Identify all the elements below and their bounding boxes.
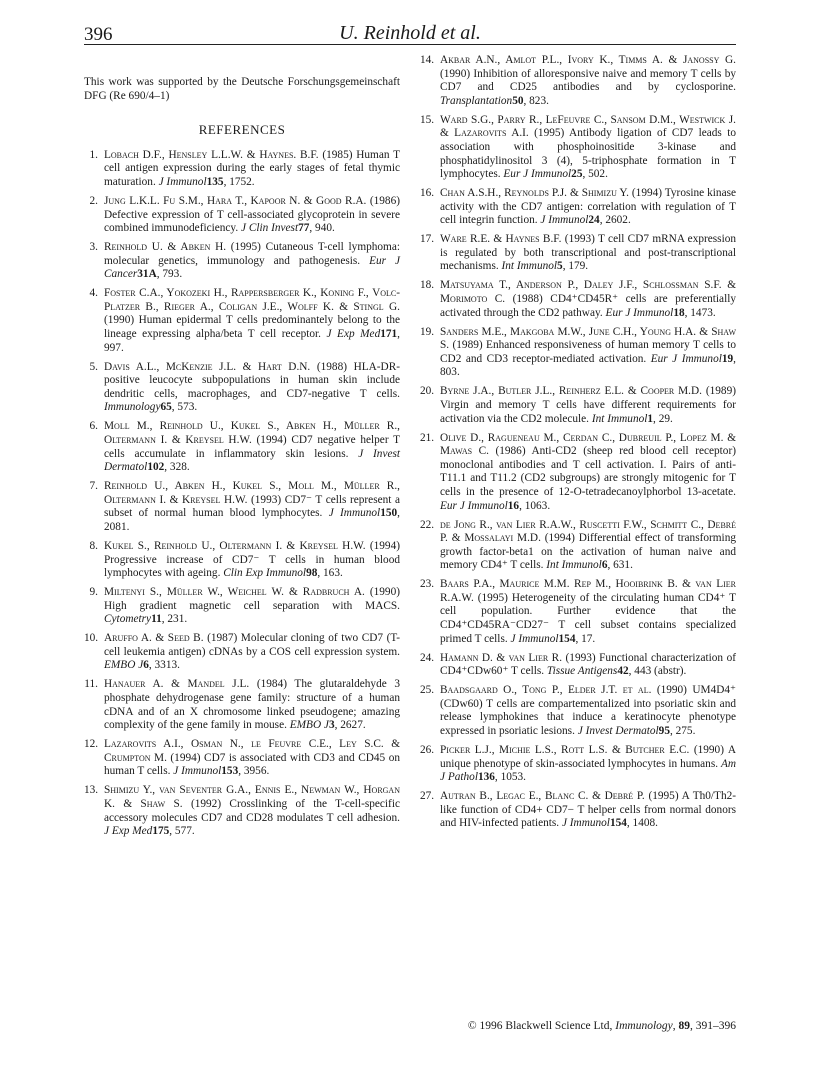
reference-item <box>420 54 736 108</box>
reference-number: 22. <box>420 518 435 531</box>
running-title: U. Reinhold et al. <box>339 22 481 44</box>
reference-number: 14. <box>420 54 435 66</box>
reference-item <box>420 114 736 182</box>
reference-item <box>84 784 400 838</box>
reference-number: 25. <box>420 684 435 697</box>
reference-title: (1993) CD7⁻ T cells represent a subset of normal human blood lymphocytes. <box>104 493 400 520</box>
reference-pages: , 823. <box>523 94 549 107</box>
reference-authors: Kukel S., Reinhold U., Oltermann I. & Kreysel H.W. <box>104 539 366 552</box>
reference-volume: 3 <box>328 719 335 732</box>
reference-pages: , 275. <box>669 725 696 738</box>
reference-volume: 154 <box>609 817 627 830</box>
reference-journal: J Immunol <box>328 507 381 520</box>
reference-title: (1993) T cell CD7 mRNA expression is regulated by both transcriptional and post-transcriptional mechanisms. <box>440 233 736 273</box>
reference-authors: Miltenyi S., Müller W., Weichel W. & Radbruch A. <box>104 586 365 599</box>
reference-authors: Lobach D.F., Hensley L.L.W. & Haynes. B.F. <box>104 148 319 161</box>
reference-volume: 1 <box>647 412 654 425</box>
reference-item <box>84 241 400 282</box>
reference-item <box>84 149 400 190</box>
reference-pages: , 1063. <box>519 499 551 512</box>
reference-pages: , 2627. <box>334 719 366 732</box>
reference-journal: J Invest Dermatol <box>104 447 401 474</box>
reference-volume: 24 <box>588 214 600 227</box>
reference-title: (1995) Heterogeneity of the circulating human CD4⁺ T cell population. Further evidence that the CD4⁺CD45RA⁻CD27⁻ T cell subset contains specialized primed T cells. <box>440 591 736 645</box>
reference-item <box>84 195 400 236</box>
reference-authors: Akbar A.N., Amlot P.L., Ivory K., Timms A. & Janossy G. <box>440 54 736 66</box>
reference-journal: Eur J Immunol <box>650 352 722 365</box>
reference-pages: , 940. <box>309 222 335 235</box>
page-header <box>84 14 736 54</box>
reference-volume: 6 <box>143 659 149 672</box>
reference-title: (1990) Human epidermal T cells predominantely belong to the lineage expressing alpha/beta T cell receptor. <box>104 314 400 341</box>
reference-item <box>420 326 736 380</box>
reference-item <box>420 790 736 831</box>
reference-journal: Am J Pathol <box>440 757 736 784</box>
reference-pages: , 573. <box>171 401 198 414</box>
reference-authors: Reinhold U. & Abken H. <box>104 241 227 254</box>
reference-authors: Davis A.L., McKenzie J.L. & Hart D.N. <box>104 360 311 373</box>
reference-volume: 50 <box>512 94 524 107</box>
reference-volume: 31A <box>137 268 157 281</box>
reference-authors: de Jong R., van Lier R.A.W., Ruscetti F.W., Schmitt C., Debré P. & Mossalayi M.D. <box>440 518 736 545</box>
reference-volume: 102 <box>147 461 165 474</box>
reference-title: (1990) Inhibition of alloresponsive naive and memory T cells by CD7 and CD25 antibodies and by cyclosporine. <box>440 67 736 94</box>
reference-number: 12. <box>84 738 99 751</box>
reference-pages: , 577. <box>169 825 195 838</box>
reference-title: (1994) Tyrosine kinase activity with the CD7 antigen: correlation with regulation of T cell integrin function. <box>440 187 736 227</box>
reference-pages: , 443 (abstr). <box>628 665 687 678</box>
reference-authors: Baadsgaard O., Tong P., Elder J.T. et al. <box>440 684 652 697</box>
reference-item <box>84 287 400 355</box>
reference-number: 1. <box>89 148 98 161</box>
reference-title: (1986) Defective expression of T cell-associated glycoprotein in severe combined immunodeficiency. <box>104 194 400 235</box>
reference-title: (1992) Crosslinking of the T-cell-specific accessory molecules CD7 and CD28 modulates T cell adhesion. <box>104 798 400 824</box>
reference-authors: Lazarovits A.I., Osman N., le Feuvre C.E., Ley S.C. & Crumpton M. <box>104 738 400 764</box>
reference-number: 24. <box>420 651 435 664</box>
reference-title: (1989) Enhanced responsiveness of human memory T cells to CD2 and CD3 receptor-mediated activation. <box>440 339 736 365</box>
reference-title: (1994) Differential effect of transforming growth factor-beta1 on the activation of human naive and memory CD4⁺ T cells. <box>440 532 736 572</box>
reference-item <box>420 684 736 738</box>
reference-volume: 65 <box>160 401 172 414</box>
reference-authors: Hanauer A. & Mandel J.L. <box>104 678 250 691</box>
reference-item <box>84 632 400 673</box>
reference-pages: , 163. <box>317 567 343 580</box>
reference-number: 21. <box>420 431 435 444</box>
footer-pages: , 391–396 <box>690 1020 736 1032</box>
reference-authors: Sanders M.E., Makgoba M.W., June C.H., Young H.A. & Shaw S. <box>440 325 736 352</box>
reference-authors: Shimizu Y., van Seventer G.A., Ennis E., Newman W., Horgan K. & Shaw S. <box>104 784 400 810</box>
reference-volume: 11 <box>151 613 162 626</box>
reference-authors: Foster C.A., Yokozeki H., Rappersberger K., Koning F., Volc-Platzer B., Rieger A., Coligan J.E., Wolff K. & Stingl G. <box>104 287 400 313</box>
reference-item <box>420 385 736 426</box>
reference-volume: 42 <box>617 665 629 678</box>
reference-journal: J Immunol <box>510 632 559 645</box>
reference-authors: Ware R.E. & Haynes B.F. <box>440 233 562 246</box>
reference-pages: , 17. <box>575 632 596 645</box>
reference-item <box>420 652 736 679</box>
reference-volume: 171 <box>380 328 398 341</box>
footer-journal: Immunology <box>615 1020 673 1032</box>
reference-item <box>84 361 400 415</box>
reference-item <box>84 540 400 581</box>
reference-title: (1994) CD7 negative helper T cells accumulate in inflammatory skin lesions. <box>104 434 400 460</box>
reference-authors: Baars P.A., Maurice M.M. Rep M., Hooibrink B. & van Lier R.A.W. <box>440 578 736 604</box>
reference-journal: J Immunol <box>540 214 589 227</box>
reference-item <box>84 480 400 534</box>
reference-journal: Int Immunol <box>546 559 602 572</box>
reference-number: 2. <box>89 194 98 207</box>
reference-number: 11. <box>84 678 98 691</box>
reference-pages: , 1752. <box>223 175 255 188</box>
reference-authors: Jung L.K.L. Fu S.M., Hara T., Kapoor N. & Good R.A. <box>104 194 367 207</box>
reference-item <box>84 738 400 779</box>
page-footer <box>420 1020 736 1032</box>
reference-journal: J Clin Invest <box>241 222 299 235</box>
reference-item <box>420 233 736 274</box>
reference-number: 10. <box>84 632 99 645</box>
reference-number: 19. <box>420 325 435 338</box>
reference-number: 4. <box>89 287 98 300</box>
reference-pages: , 803. <box>440 352 736 379</box>
reference-title: (1990) UM4D4⁺ (CDw60) T cells are compartementalized into psoriatic skin and release lymphokines that induce a keratinocyte phenotype expressed in psoriatic lesions. <box>440 684 736 738</box>
reference-number: 20. <box>420 385 435 398</box>
reference-pages: , 3313. <box>148 659 180 672</box>
reference-volume: 6 <box>601 559 608 572</box>
reference-journal: J Exp Med <box>326 328 381 341</box>
reference-number: 7. <box>89 480 98 493</box>
reference-item <box>84 678 400 732</box>
reference-pages: , 631. <box>607 559 633 572</box>
reference-volume: 135 <box>206 175 224 188</box>
reference-authors: Chan A.S.H., Reynolds P.J. & Shimizu Y. <box>440 187 629 200</box>
reference-number: 8. <box>89 539 98 552</box>
reference-authors: Moll M., Reinhold U., Kukel S., Abken H., Müller R., Oltermann I. & Kreysel H.W. <box>104 420 400 447</box>
reference-journal: Eur J Immunol <box>440 499 508 512</box>
reference-pages: , 328. <box>164 461 190 474</box>
reference-number: 18. <box>420 279 435 292</box>
acknowledgement: This work was supported by the Deutsche Forschungsgemeinschaft DFG (Re 690/4–1) <box>84 76 400 102</box>
reference-pages: , 179. <box>562 260 589 273</box>
references-heading: REFERENCES <box>198 122 286 138</box>
reference-authors: Hamann D. & van Lier R. <box>440 651 563 664</box>
reference-journal: Immunology <box>104 401 161 414</box>
reference-journal: EMBO J <box>289 719 329 732</box>
reference-number: 17. <box>420 233 435 246</box>
reference-authors: Ward S.G., Parry R., LeFeuvre C., Sansom D.M., Westwick J. & Lazarovits A.I. <box>440 113 736 140</box>
reference-number: 3. <box>89 241 98 254</box>
reference-title: (1988) HLA-DR-positive leucocyte subpopulations in human skin include dendritic cells, macrophages, and CD7-negative T cells. <box>104 360 400 400</box>
reference-journal: Tissue Antigens <box>546 665 618 678</box>
reference-pages: , 1408. <box>626 817 658 830</box>
reference-journal: J Exp Med <box>104 825 153 838</box>
footer-journal-sep: , <box>672 1020 679 1032</box>
reference-authors: Olive D., Ragueneau M., Cerdan C., Dubreuil P., Lopez M. & Mawas C. <box>440 431 736 458</box>
reference-journal: Eur J Immunol <box>503 168 572 181</box>
reference-journal: Transplantation <box>440 94 513 107</box>
reference-authors: Picker L.J., Michie L.S., Rott L.S. & Butcher E.C. <box>440 744 690 756</box>
reference-title: (1990) High gradient magnetic cell separation with MACS. <box>104 586 400 612</box>
reference-list-left <box>84 149 400 839</box>
reference-pages: , 2081. <box>104 507 400 533</box>
reference-volume: 150 <box>380 507 398 520</box>
reference-number: 6. <box>89 420 98 433</box>
reference-title: (1984) The glutaraldehyde 3 phosphate dehydrogenase gene family: structure of a human cDNA and of an X chromosome linked pseudogene; amazing complexity of the gene family in mouse. <box>104 678 401 732</box>
reference-volume: 98 <box>306 567 318 580</box>
reference-pages: , 502. <box>582 168 608 181</box>
reference-number: 23. <box>420 578 435 591</box>
reference-title: (1985) Human T cell antigen expression during the early stages of fetal thymic maturation. <box>104 148 400 188</box>
reference-authors: Matsuyama T., Anderson P., Daley J.F., Schlossman S.F. & Morimoto C. <box>440 279 736 306</box>
reference-volume: 19 <box>721 352 734 365</box>
reference-journal: Eur J Cancer <box>104 254 400 281</box>
reference-volume: 154 <box>558 632 576 645</box>
reference-journal: J Immunol <box>173 765 222 778</box>
reference-authors: Byrne J.A., Butler J.L., Reinherz E.L. & Cooper M.D. <box>440 385 702 398</box>
left-column <box>84 76 400 844</box>
reference-pages: , 231. <box>161 613 188 626</box>
reference-authors: Aruffo A. & Seed B. <box>104 632 204 645</box>
reference-journal: J Immunol <box>561 817 610 830</box>
reference-list-right <box>420 54 736 831</box>
reference-pages: , 3956. <box>238 765 270 778</box>
reference-volume: 18 <box>673 306 685 319</box>
reference-pages: , 1473. <box>684 306 716 319</box>
reference-title: (1989) Virgin and memory T cells have different requirements for activation via the CD2 molecule. <box>440 385 736 425</box>
reference-pages: , 1053. <box>494 771 526 784</box>
reference-item <box>420 279 736 320</box>
reference-title: (1990) A unique phenotype of skin-associated lymphocytes in humans. <box>440 744 736 770</box>
reference-item <box>420 744 736 785</box>
reference-journal: Int Immunol <box>591 412 648 425</box>
reference-title: (1987) Molecular cloning of two CD7 (T-cell leukemia antigen) cDNAs by a COS cell expression system. <box>104 632 400 658</box>
reference-item <box>420 432 736 514</box>
reference-number: 9. <box>89 586 98 599</box>
reference-pages: , 29. <box>653 412 673 425</box>
reference-item <box>420 519 736 573</box>
reference-number: 15. <box>420 113 435 126</box>
reference-title: (1994) Progressive increase of CD7⁻ T cells in human blood lymphocytes with ageing. <box>104 539 400 580</box>
reference-volume: 16 <box>507 499 520 512</box>
header-rule <box>84 44 736 45</box>
reference-journal: J Invest Dermatol <box>577 725 659 738</box>
reference-number: 5. <box>89 360 98 373</box>
reference-number: 13. <box>84 784 99 797</box>
reference-number: 26. <box>420 744 435 756</box>
reference-volume: 95 <box>658 725 670 738</box>
reference-volume: 175 <box>152 825 170 838</box>
reference-pages: , 793. <box>156 268 183 281</box>
reference-journal: Int Immunol <box>501 260 558 273</box>
reference-journal: Cytometry <box>104 613 152 626</box>
reference-title: (1995) Cutaneous T-cell lymphoma: molecular genetics, immunology and pathogenesis. <box>104 241 400 267</box>
reference-journal: J Immunol <box>158 175 207 188</box>
reference-title: (1995) A Th0/Th2-like function of CD4+ CD7− T helper cells from normal donors and HIV-infected patients. <box>440 790 737 830</box>
reference-journal: Eur J Immunol <box>605 306 674 319</box>
reference-volume: 5 <box>557 260 563 273</box>
reference-item <box>84 420 400 474</box>
reference-title: (1993) Functional characterization of CD4⁺CDw60⁺ T cells. <box>440 651 736 678</box>
footer-copyright: © 1996 Blackwell Science Ltd, <box>467 1020 616 1032</box>
reference-volume: 136 <box>477 771 495 784</box>
reference-pages: , 997. <box>104 328 400 354</box>
reference-item <box>420 187 736 228</box>
reference-journal: EMBO J <box>104 659 144 672</box>
reference-volume: 25 <box>571 168 583 181</box>
reference-item <box>420 578 736 646</box>
reference-journal: Clin Exp Immunol <box>223 567 307 580</box>
right-column <box>420 54 736 836</box>
reference-title: (1995) Antibody ligation of CD7 leads to association with phosphoinositide 3-kinase and phosphatidylinositol 3 (4), 5-triphosphate formation in T lymphocytes. <box>440 127 736 181</box>
reference-authors: Autran B., Legac E., Blanc C. & Debré P. <box>440 790 645 803</box>
reference-number: 27. <box>420 790 435 803</box>
reference-number: 16. <box>420 187 435 200</box>
reference-title: (1994) CD7 is associated with CD3 and CD45 on human T cells. <box>104 751 401 778</box>
page-number: 396 <box>84 24 113 45</box>
reference-authors: Reinhold U., Abken H., Kukel S., Moll M., Müller R., Oltermann I. & Kreysel H.W. <box>104 480 400 506</box>
footer-volume: 89 <box>678 1020 690 1032</box>
reference-title: (1986) Anti-CD2 (sheep red blood cell receptor) monoclonal antibodies and T cell activation. I. Pairs of anti-T11.1 and T11.2 (CD2 subgroups) are strongly mitogenic for T cells in the presence of 12-O-tetradecanoylphorbol 13-acetate. <box>440 445 736 498</box>
reference-title: (1988) CD4⁺CD45R⁺ cells are preferentially activated through the CD2 pathway. <box>440 293 736 319</box>
reference-pages: , 2602. <box>599 214 631 227</box>
reference-volume: 77 <box>298 222 310 235</box>
reference-volume: 153 <box>221 765 239 778</box>
reference-item <box>84 586 400 627</box>
